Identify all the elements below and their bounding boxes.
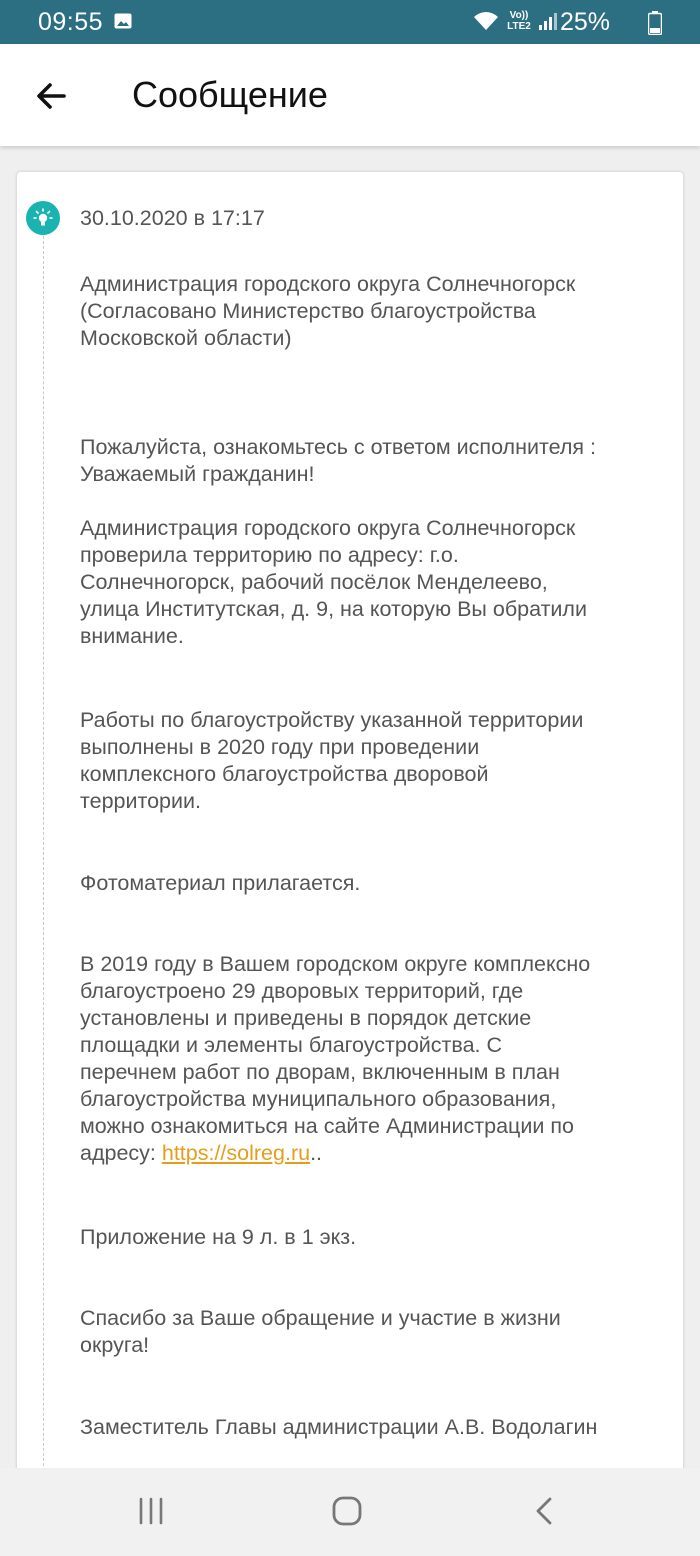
solreg-link[interactable]: https://solreg.ru [161,1141,311,1165]
status-time: 09:55 [38,8,104,36]
lightbulb-icon [33,208,53,228]
network-type-label: Vo)) LTE2 [507,10,531,32]
home-icon [326,1492,370,1532]
message-paragraph: Работы по благоустройству указанной территории выполнены в 2020 году при проведении комплексного благоустройства дворовой территории. [80,708,584,813]
app-bar [0,44,700,146]
arrow-left-icon [30,74,74,118]
image-notification-icon [114,13,132,29]
back-chevron-icon [522,1492,566,1532]
status-bar [0,0,700,44]
message-paragraph-end: .. [310,1141,323,1165]
page-title: Сообщение [132,74,328,115]
message-paragraph: Пожалуйста, ознакомьтесь с ответом исполнителя : Уважаемый гражданин! [80,435,596,486]
message-signature: Заместитель Главы администрации А.В. Водолагин [80,1415,598,1439]
recents-button[interactable] [130,1492,174,1532]
home-button[interactable] [326,1492,370,1532]
timeline-marker [26,201,60,235]
message-sender: Администрация городского округа Солнечногорск (Согласовано Министерство благоустройства Московской области) [80,272,576,350]
message-paragraph: Фотоматериал прилагается. [80,871,361,895]
system-back-button[interactable] [522,1492,566,1532]
message-date: 30.10.2020 в 17:17 [80,206,265,230]
battery-percent: 25% [560,8,611,36]
message-paragraph [80,951,670,1167]
message-paragraph: Приложение на 9 л. в 1 экз. [80,1225,357,1249]
timeline-line [43,236,44,1492]
wifi-icon [472,10,500,32]
signal-strength-icon [538,11,558,31]
system-nav-bar [0,1468,700,1556]
recents-icon [130,1492,174,1532]
back-button[interactable] [30,74,74,118]
battery-icon [648,11,662,35]
message-paragraph: Спасибо за Ваше обращение и участие в жизни округа! [80,1306,561,1357]
message-paragraph: Администрация городского округа Солнечногорск проверила территорию по адресу: г.о. Солнечногорск, рабочий посёлок Менделеево, улица Институтская, д. 9, на которую Вы обратили внимание. [80,516,587,648]
message-paragraph-text: В 2019 году в Вашем городском округе комплексно благоустроено 29 дворовых территорий, где установлены и приведены в порядок детские площадки и элементы благоустройства. С перечнем работ по дворам, включенным в план благоустройства муниципального образования, можно ознакомиться на сайте Администрации по адресу: [80,952,591,1165]
message-card [17,172,683,1492]
